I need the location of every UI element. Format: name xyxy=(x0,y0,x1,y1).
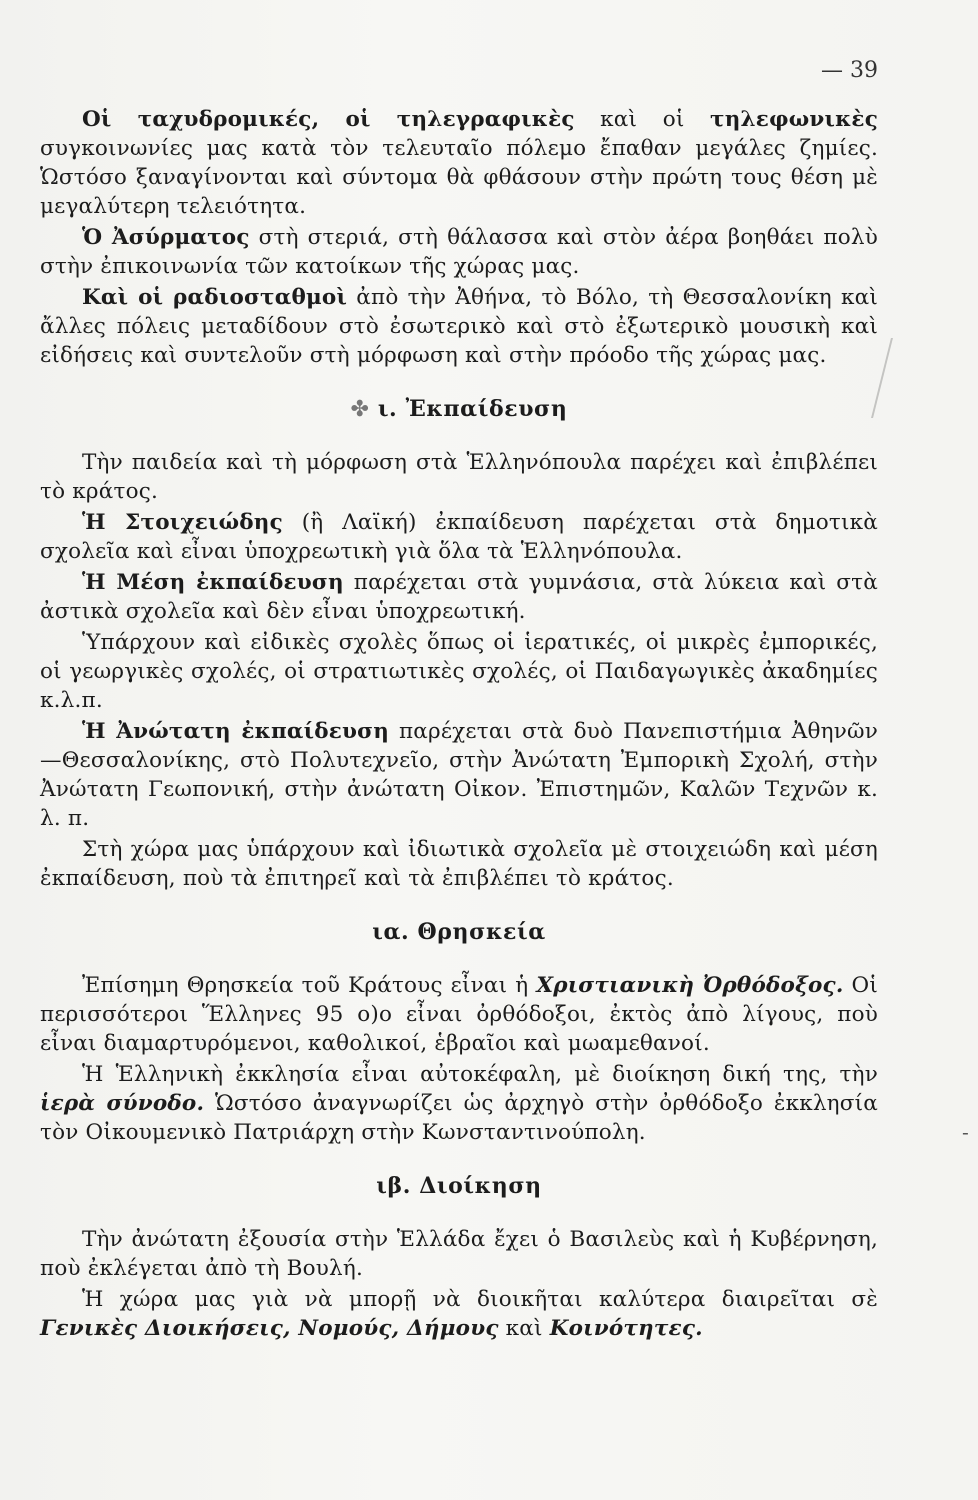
term-secondary: Ἡ Μέση ἐκπαίδευση xyxy=(82,570,344,595)
text: Ἡ χώρα μας γιὰ νὰ μπορῇ νὰ διοικῆται καλύτερα διαιρεῖται σὲ xyxy=(82,1287,878,1312)
paragraph-special-schools: Ὑπάρχουν καὶ εἰδικὲς σχολὲς ὅπως οἱ ἱερατικές, οἱ μικρὲς ἐμπορικές, οἱ γεωργικὲς σχολές, οἱ στρατιωτικὲς σχολές, οἱ Παιδαγωγικὲς ἀκαδημίες κ.λ.π. xyxy=(40,630,878,713)
section-title: Θρησκεία xyxy=(417,919,546,945)
paragraph-higher-education xyxy=(40,717,878,833)
text: ἀπὸ τὴν Ἀθήνα, τὸ Βόλο, τὴ Θεσσαλονίκη καὶ ἄλλες πόλεις μεταδίδουν στὸ ἐσωτερικὸ καὶ στὸ ἐξωτερικὸ μουσικὴ καὶ εἰδήσεις καὶ συντελοῦν στὴ μόρφωση καὶ στὴν πρόοδο τῆς χώρας μας. xyxy=(40,285,878,368)
paragraph-private-schools: Στὴ χώρα μας ὑπάρχουν καὶ ἰδιωτικὰ σχολεῖα μὲ στοιχειώδη καὶ μέση ἐκπαίδευση, ποὺ τὰ ἐπιτηρεῖ καὶ τὰ ἐπιβλέπει τὸ κράτος. xyxy=(40,837,878,891)
text: Ὡστόσο ἀναγνωρίζει ὡς ἀρχηγὸ στὴν ὀρθόδοξο ἐκκλησία τὸν Οἰκουμενικὸ Πατριάρχη στὴν Κωνσταντινούπολη. xyxy=(40,1091,878,1145)
term-telephone: τηλεφωνικὲς xyxy=(710,107,878,132)
margin-tick-mark: - xyxy=(962,1120,969,1144)
paragraph-primary-education xyxy=(40,508,878,566)
paragraph-government: Τὴν ἀνώτατη ἐξουσία στὴν Ἑλλάδα ἔχει ὁ Βασιλεὺς καὶ ἡ Κυβέρνηση, ποὺ ἐκλέγεται ἀπὸ τὴ Βουλή. xyxy=(40,1227,878,1281)
paragraph-official-religion xyxy=(40,971,878,1058)
text: καὶ xyxy=(498,1316,550,1341)
paragraph-divisions xyxy=(40,1285,878,1343)
paragraph-wireless xyxy=(40,223,878,281)
paragraph-secondary-education xyxy=(40,568,878,626)
term-wireless: Ὁ Ἀσύρματος xyxy=(82,225,250,250)
text: στὴ στεριά, στὴ θάλασσα καὶ στὸν ἀέρα βοηθάει πολὺ στὴν ἐπικοινωνία τῶν κατοίκων τῆς χώρας μας. xyxy=(40,225,878,279)
text: παρέχεται στὰ γυμνάσια, στὰ λύκεια καὶ στὰ ἀστικὰ σχολεῖα καὶ δὲν εἶναι ὑποχρεωτική. xyxy=(40,570,878,624)
paragraph-greek-church xyxy=(40,1060,878,1147)
paragraph-education-intro: Τὴν παιδεία καὶ τὴ μόρφωση στὰ Ἑλληνόπουλα παρέχει καὶ ἐπιβλέπει τὸ κράτος. xyxy=(40,450,878,504)
text: συγκοινωνίες μας κατὰ τὸν τελευταῖο πόλεμο ἔπαθαν μεγάλες ζημίες. Ὡστόσο ξαναγίνονται καὶ σύντομα θὰ φθάσουν στὴν πρώτη τους θέση μὲ μεγαλύτερη τελειότητα. xyxy=(40,136,878,219)
text: παρέχεται στὰ δυὸ Πανεπιστήμια Ἀθηνῶν—Θεσσαλονίκης, στὸ Πολυτεχνεῖο, στὴν Ἀνώτατη Ἐμπορικὴ Σχολή, στὴν Ἀνώτατη Γεωπονική, στὴν ἀνώτατη Οἰκον. Ἐπιστημῶν, Καλῶν Τεχνῶν κ. λ. π. xyxy=(40,719,878,831)
section-title: Διοίκηση xyxy=(419,1173,542,1199)
section-title: Ἐκπαίδευση xyxy=(405,396,568,422)
section-number: ι. xyxy=(377,396,398,422)
term-holy-synod: ἱερὰ σύνοδο. xyxy=(40,1091,205,1116)
text: Οἱ περισσότεροι Ἕλληνες 95 ο)ο εἶναι ὀρθόδοξοι, ἐκτὸς ἀπὸ λίγους, ποὺ εἶναι διαμαρτυρόμενοι, καθολικοί, ἑβραῖοι καὶ μωαμεθανοί. xyxy=(40,973,878,1056)
term-orthodox: Χριστιανικὴ Ὀρθόδοξος. xyxy=(536,973,844,998)
section-heading-religion xyxy=(40,919,878,945)
text: (ἢ Λαϊκή) ἐκπαίδευση παρέχεται στὰ δημοτικὰ σχολεῖα καὶ εἶναι ὑποχρεωτικὴ γιὰ ὅλα τὰ Ἑλληνόπουλα. xyxy=(40,510,878,564)
term-communities: Κοινότητες. xyxy=(549,1316,703,1341)
page-number: — 39 xyxy=(821,58,878,83)
text: Ἡ Ἑλληνικὴ ἐκκλησία εἶναι αὐτοκέφαλη, μὲ διοίκηση δική της, τὴν xyxy=(82,1062,878,1087)
paragraph-post-telegraph xyxy=(40,105,878,221)
term-divisions: Γενικὲς Διοικήσεις, Νομούς, Δήμους xyxy=(40,1316,499,1341)
text: Ἐπίσημη Θρησκεία τοῦ Κράτους εἶναι ἡ xyxy=(82,973,537,998)
section-heading-administration xyxy=(40,1173,878,1199)
paragraph-radio-stations xyxy=(40,283,878,370)
flower-mark-icon: ✤ xyxy=(350,397,370,422)
term-higher: Ἡ Ἀνώτατη ἐκπαίδευση xyxy=(82,719,390,744)
section-heading-education xyxy=(40,396,878,422)
section-number: ια. xyxy=(372,919,410,945)
term-radio-stations: Καὶ οἱ ραδιοσταθμοὶ xyxy=(82,285,348,310)
term-primary: Ἡ Στοιχειώδης xyxy=(82,510,283,535)
term-postal-telegraph: Οἱ ταχυδρομικές, οἱ τηλεγραφικὲς xyxy=(82,107,575,132)
text: καὶ οἱ xyxy=(574,107,711,132)
section-number: ιβ. xyxy=(376,1173,411,1199)
